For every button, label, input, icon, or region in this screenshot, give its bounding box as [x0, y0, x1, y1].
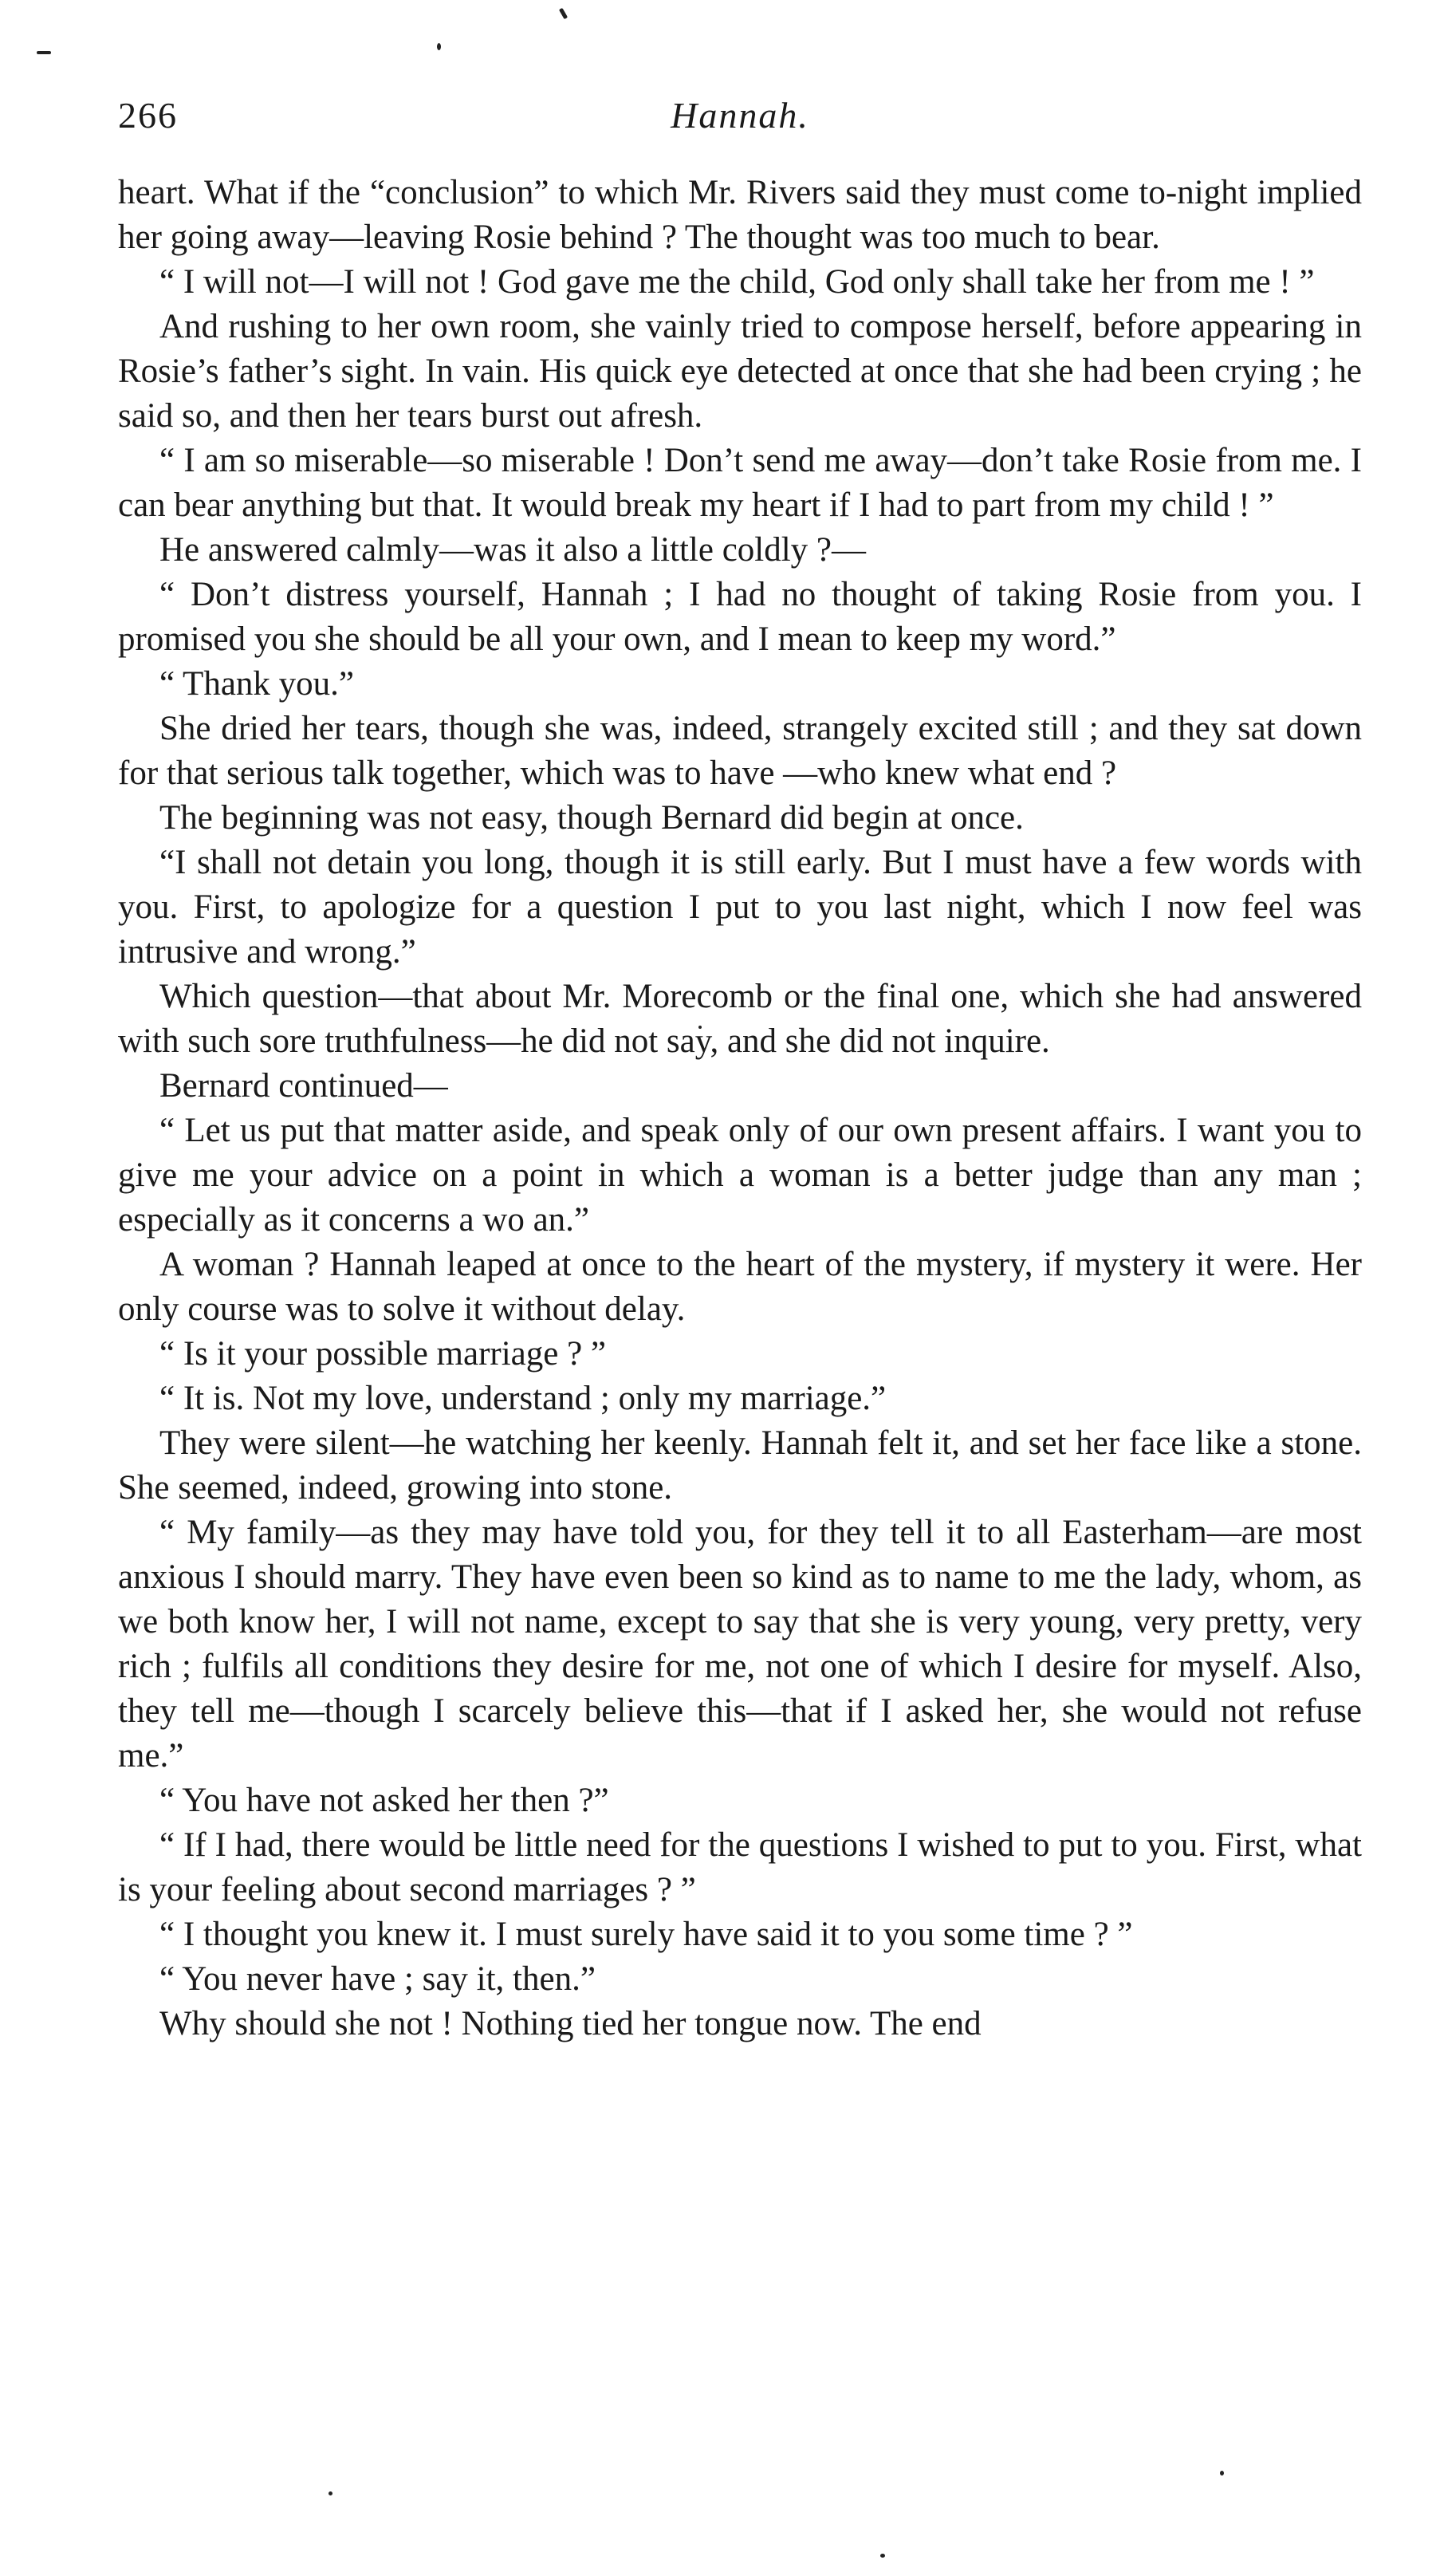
print-speck	[437, 43, 441, 50]
paragraph: A woman ? Hannah leaped at once to the heart of the mystery, if mystery it were. Her only course was to solve it without delay.	[118, 1246, 1362, 1328]
paragraph: “ You have not asked her then ?”	[159, 1782, 609, 1819]
paragraph: And rushing to her own room, she vainly tried to compose herself, before appearing in Rosie’s father’s sight. In vain. His quick eye detected at once that she had been crying ; he said so, and then her tears burst out afresh.	[118, 308, 1362, 435]
paragraph: He answered calmly—was it also a little coldly ?—	[159, 531, 867, 569]
paragraph: She dried her tears, though she was, indeed, strangely excited still ; and they sat down for that serious talk together, which was to have —who knew what end ?	[118, 710, 1362, 792]
paragraph: “ I thought you knew it. I must surely have said it to you some time ? ”	[159, 1916, 1133, 1953]
print-speck	[1220, 2471, 1224, 2476]
body-text	[118, 171, 1362, 2046]
running-title: Hannah.	[671, 95, 809, 136]
paragraph: “ I am so miserable—so miserable ! Don’t send me away—don’t take Rosie from me. I can bear anything but that. It would break my heart if I had to part from my child ! ”	[118, 442, 1362, 524]
paragraph: Bernard continued—	[159, 1067, 448, 1105]
paragraph: “ Don’t distress yourself, Hannah ; I had no thought of taking Rosie from you. I promised you she should be all your own, and I mean to keep my word.”	[118, 576, 1362, 658]
print-speck	[559, 8, 568, 20]
paragraph: “ My family—as they may have told you, for they tell it to all Easterham—are most anxious I should marry. They have even been so kind as to name to me the lady, whom, as we both know her, I will not name, except to say that she is very young, very pretty, very rich ; fulfils all conditions they desire for me, not one of which I desire for myself. Also, they tell me—though I scarcely believe this—that if I asked her, she would not refuse me.”	[118, 1514, 1362, 1774]
print-speck	[880, 2554, 885, 2558]
page-number: 266	[118, 95, 178, 136]
paragraph: “ If I had, there would be little need for the questions I wished to put to you. First, what is your feeling about second marriages ? ”	[118, 1826, 1362, 1908]
paragraph: “ I will not—I will not ! God gave me the child, God only shall take her from me ! ”	[159, 263, 1315, 301]
paragraph: “ Thank you.”	[159, 665, 354, 703]
paragraph: Why should she not ! Nothing tied her tongue now. The end	[159, 2005, 982, 2042]
paragraph: “ It is. Not my love, understand ; only my marriage.”	[159, 1380, 887, 1417]
paragraph: “ You never have ; say it, then.”	[159, 1960, 596, 1998]
paragraph: “I shall not detain you long, though it is still early. But I must have a few words with you. First, to apologize for a question I put to you last night, which I now feel was intrusive and wrong.”	[118, 844, 1362, 971]
print-speck	[329, 2491, 332, 2495]
paragraph: “ Let us put that matter aside, and speak only of our own present affairs. I want you to give me your advice on a point in which a woman is a better judge than any man ; especially as it concerns a wo an.”	[118, 1112, 1362, 1239]
paragraph: Which question—that about Mr. Morecomb or the final one, which she had answered with such sore truthfulness—he did not say, and she did not inquire.	[118, 978, 1362, 1060]
paragraph: They were silent—he watching her keenly. Hannah felt it, and set her face like a stone. She seemed, indeed, growing into stone.	[118, 1424, 1362, 1507]
print-speck	[37, 51, 51, 54]
paragraph: heart. What if the “conclusion” to which Mr. Rivers said they must come to-night implied her going away—leaving Rosie behind ? The thought was too much to bear.	[118, 174, 1362, 256]
page-header	[118, 94, 1362, 150]
paragraph: “ Is it your possible marriage ? ”	[159, 1335, 607, 1373]
paragraph: The beginning was not easy, though Bernard did begin at once.	[159, 799, 1024, 837]
